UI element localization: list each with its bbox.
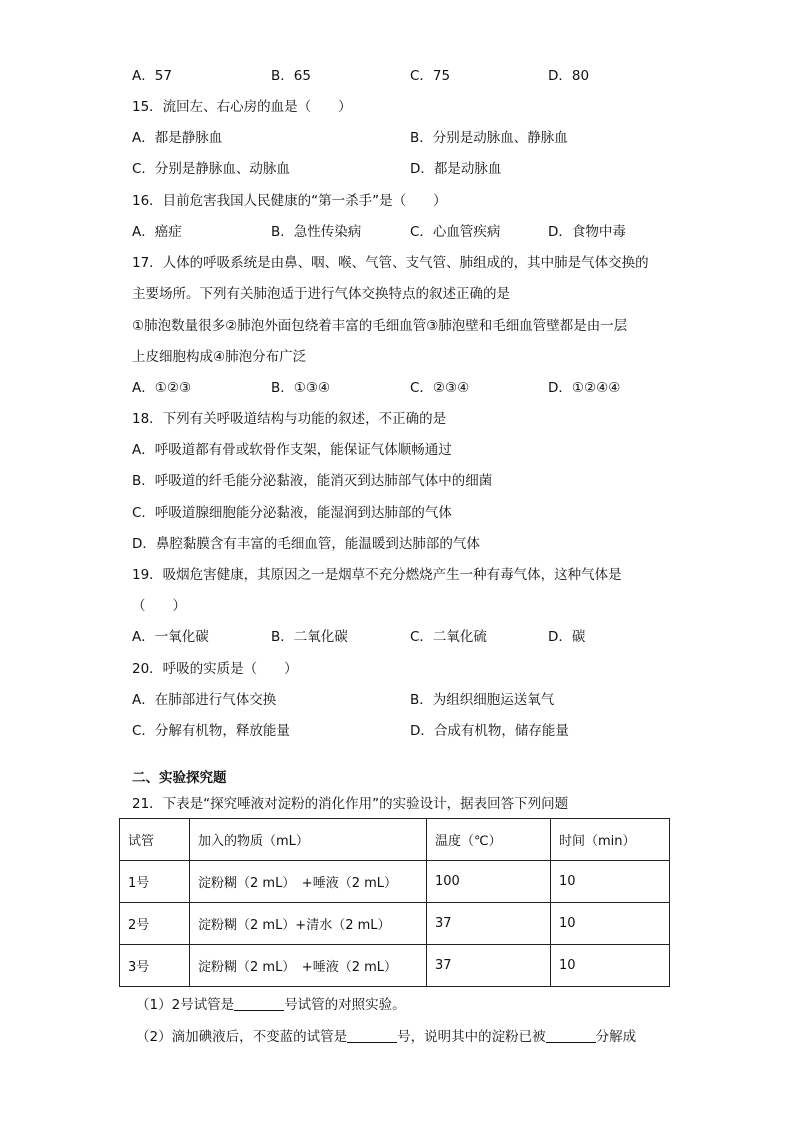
table-cell: 37	[427, 945, 551, 987]
q21-stem: 21．下表是“探究唾液对淀粉的消化作用”的实验设计，据表回答下列问题	[132, 796, 569, 812]
table-header-row	[120, 819, 670, 861]
table-header-cell: 温度（℃）	[427, 819, 551, 861]
q16-option-a: A．癌症	[132, 224, 182, 240]
table-cell: 3号	[120, 945, 190, 987]
answer-blank[interactable]	[234, 996, 284, 1011]
table-cell: 淀粉糊（2 mL） +唾液（2 mL）	[190, 861, 427, 903]
q17-option-d: D．①②④④	[548, 380, 621, 396]
q18-option-b: B．呼吸道的纤毛能分泌黏液，能消灭到达肺部气体中的细菌	[132, 473, 493, 489]
table-cell: 淀粉糊（2 mL）+清水（2 mL）	[190, 903, 427, 945]
table-cell: 10	[551, 861, 670, 903]
q18-option-a: A．呼吸道都有骨或软骨作支架，能保证气体顺畅通过	[132, 442, 452, 458]
q20-option-b: B．为组织细胞运送氧气	[410, 692, 555, 708]
q17-stem-line-2: 主要场所。下列有关肺泡适于进行气体交换特点的叙述正确的是	[132, 286, 510, 302]
q21-sub2-text-after: 分解成	[595, 1029, 637, 1045]
q15-option-d: D．都是动脉血	[410, 161, 502, 177]
table-header-cell: 试管	[120, 819, 190, 861]
section-heading: 二、实验探究题	[132, 770, 227, 786]
q21-sub1-text-before: （1）2号试管是	[136, 997, 235, 1013]
table-cell: 10	[551, 903, 670, 945]
q17-option-c: C．②③④	[410, 380, 470, 396]
table-cell: 2号	[120, 903, 190, 945]
q14-option-b: B．65	[271, 68, 311, 84]
q16-stem: 16．目前危害我国人民健康的“第一杀手”是（ ）	[132, 193, 447, 209]
q21-sub1	[136, 995, 406, 1015]
q20-option-d: D．合成有机物，储存能量	[410, 723, 569, 739]
q21-sub2-text-mid: 号，说明其中的淀粉已被	[397, 1029, 546, 1045]
table-cell: 1号	[120, 861, 190, 903]
answer-blank[interactable]	[546, 1028, 596, 1043]
q17-option-b: B．①③④	[271, 380, 331, 396]
q21-sub2-text-before: （2）滴加碘液后，不变蓝的试管是	[136, 1029, 348, 1045]
experiment-table	[119, 818, 670, 987]
q15-option-a: A．都是静脉血	[132, 130, 223, 146]
q19-option-c: C．二氧化硫	[410, 629, 487, 645]
q21-sub1-text-after: 号试管的对照实验。	[284, 997, 406, 1013]
q16-option-b: B．急性传染病	[271, 224, 362, 240]
q15-option-b: B．分别是动脉血、静脉血	[410, 130, 568, 146]
q20-option-c: C．分解有机物，释放能量	[132, 723, 290, 739]
q20-option-a: A．在肺部进行气体交换	[132, 692, 277, 708]
table-cell: 37	[427, 903, 551, 945]
q15-option-c: C．分别是静脉血、动脉血	[132, 161, 290, 177]
q18-stem: 18．下列有关呼吸道结构与功能的叙述，不正确的是	[132, 411, 447, 427]
q20-stem: 20．呼吸的实质是（ ）	[132, 661, 298, 677]
q18-option-c: C．呼吸道腺细胞能分泌黏液，能湿润到达肺部的气体	[132, 505, 452, 521]
q14-option-a: A．57	[132, 68, 172, 84]
q14-option-d: D．80	[548, 68, 590, 84]
q21-sub2	[136, 1027, 636, 1047]
q16-option-c: C．心血管疾病	[410, 224, 501, 240]
table-row	[120, 861, 670, 903]
table-header-cell: 时间（min）	[551, 819, 670, 861]
q19-option-a: A．一氧化碳	[132, 629, 209, 645]
table-cell: 10	[551, 945, 670, 987]
q19-stem-line-2: （ ）	[132, 598, 186, 614]
table-cell: 淀粉糊（2 mL） +唾液（2 mL）	[190, 945, 427, 987]
q17-option-a: A．①②③	[132, 380, 192, 396]
q17-stem-line-4: 上皮细胞构成④肺泡分布广泛	[132, 349, 307, 365]
q19-option-d: D．碳	[548, 629, 586, 645]
table-row	[120, 945, 670, 987]
q14-option-c: C．75	[410, 68, 451, 84]
table-row	[120, 903, 670, 945]
q16-option-d: D．食物中毒	[548, 224, 626, 240]
q18-option-d: D．鼻腔黏膜含有丰富的毛细血管，能温暖到达肺部的气体	[132, 536, 480, 552]
table-header-cell: 加入的物质（mL）	[190, 819, 427, 861]
answer-blank[interactable]	[347, 1028, 397, 1043]
q15-stem: 15．流回左、右心房的血是（ ）	[132, 99, 352, 115]
table-cell: 100	[427, 861, 551, 903]
q19-stem-line-1: 19．吸烟危害健康，其原因之一是烟草不充分燃烧产生一种有毒气体，这种气体是	[132, 567, 622, 583]
q17-stem-line-1: 17．人体的呼吸系统是由鼻、咽、喉、气管、支气管、肺组成的，其中肺是气体交换的	[132, 255, 649, 271]
q17-stem-line-3: ①肺泡数量很多②肺泡外面包绕着丰富的毛细血管③肺泡壁和毛细血管壁都是由一层	[132, 318, 628, 334]
q19-option-b: B．二氧化碳	[271, 629, 348, 645]
